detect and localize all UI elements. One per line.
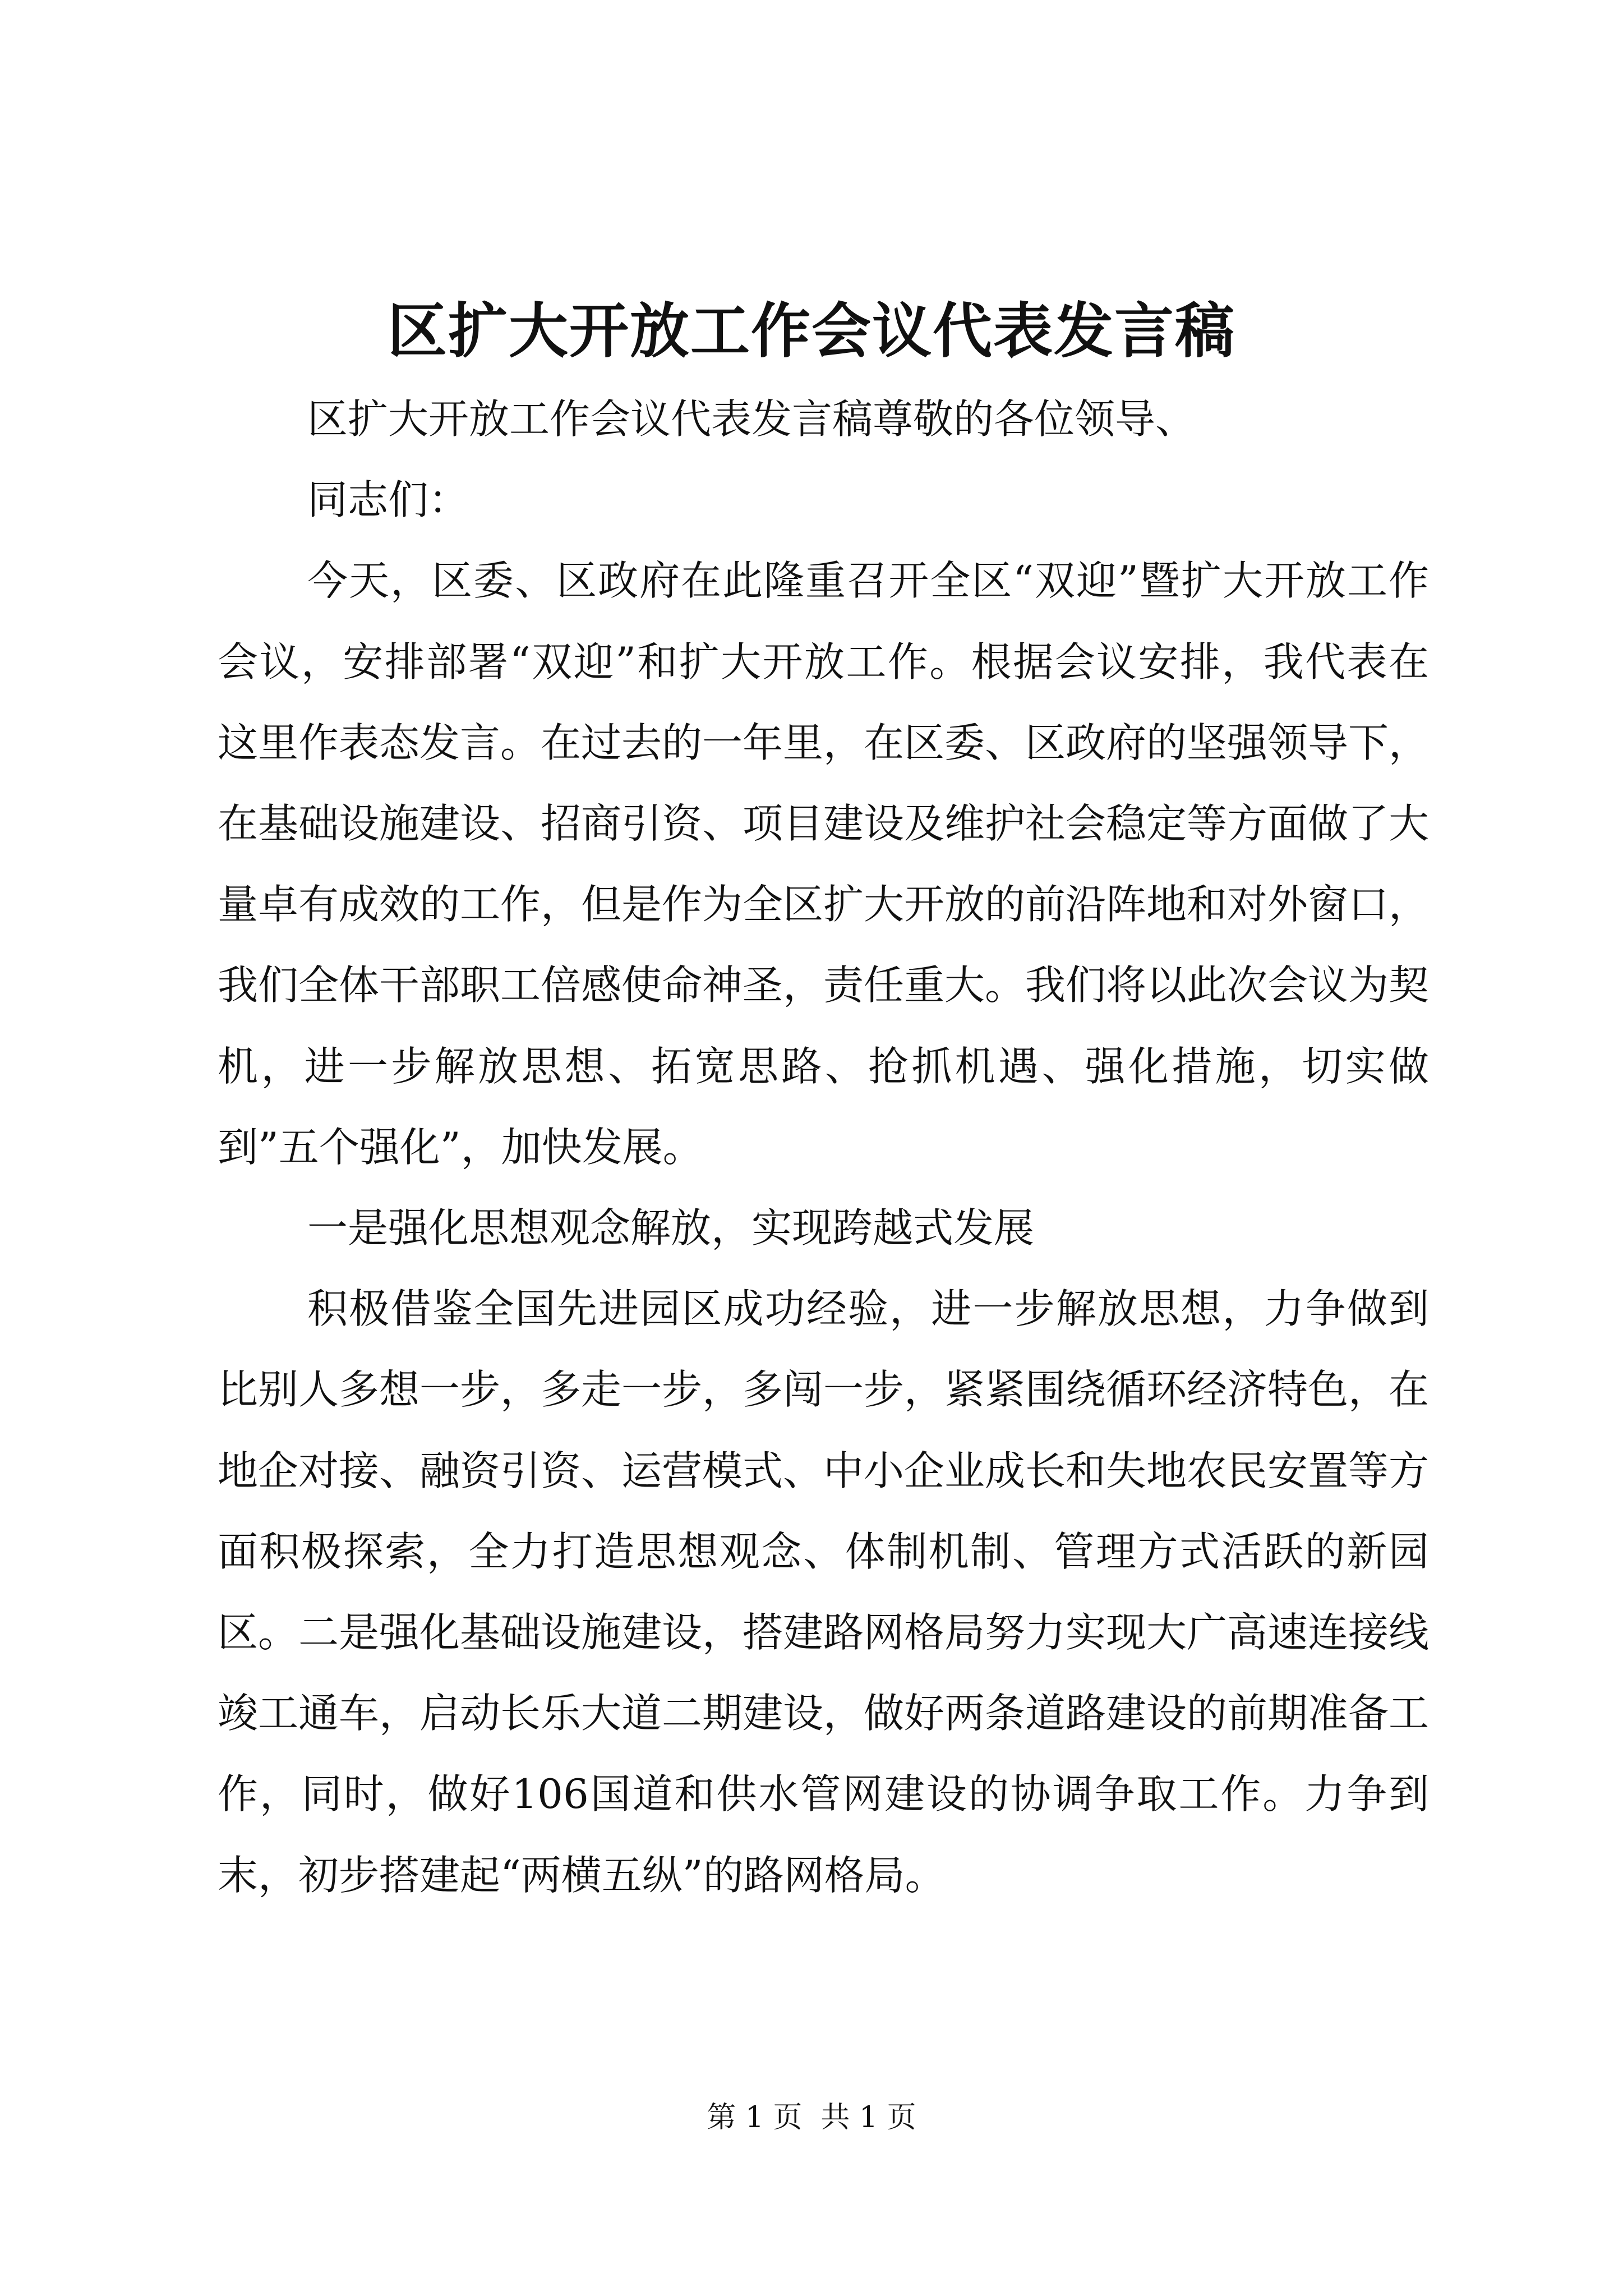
document-body <box>218 379 1429 1916</box>
document-title: 区扩大开放工作会议代表发言稿 <box>388 296 1235 366</box>
paragraph-1: 区扩大开放工作会议代表发言稿尊敬的各位领导、 <box>307 395 1196 443</box>
paragraph-3: 今天，区委、区政府在此隆重召开全区“双迎”暨扩大开放工作会议，安排部署“双迎”和扩大开放工作。根据会议安排，我代表在这里作表态发言。在过去的一年里，在区委、区政府的坚强领导下，在基础设施建设、招商引资、项目建设及维护社会稳定等方面做了大量卓有成效的工作，但是作为全区扩大开放的前沿阵地和对外窗口，我们全体干部职工倍感使命神圣，责任重大。我们将以此次会议为契机，进一步解放思想、拓宽思路、抢抓机遇、强化措施，切实做到”五个强化”，加快发展。 <box>218 557 1430 1171</box>
paragraph-5: 积极借鉴全国先进园区成功经验，进一步解放思想，力争做到比别人多想一步，多走一步，多闯一步，紧紧围绕循环经济特色，在地企对接、融资引资、运营模式、中小企业成长和失地农民安置等方面积极探索，全力打造思想观念、体制机制、管理方式活跃的新园区。二是强化基础设施建设，搭建路网格局努力实现大广高速连接线竣工通车，启动长乐大道二期建设，做好两条道路建设的前期准备工作，同时，做好106国道和供水管网建设的协调争取工作。力争到末，初步搭建起“两横五纵”的路网格局。 <box>218 1285 1430 1899</box>
paragraph-4: 一是强化思想观念解放，实现跨越式发展 <box>307 1204 1035 1252</box>
paragraph-2: 同志们： <box>307 476 469 524</box>
page-footer: 第 1 页 共 1 页 <box>707 2101 916 2134</box>
